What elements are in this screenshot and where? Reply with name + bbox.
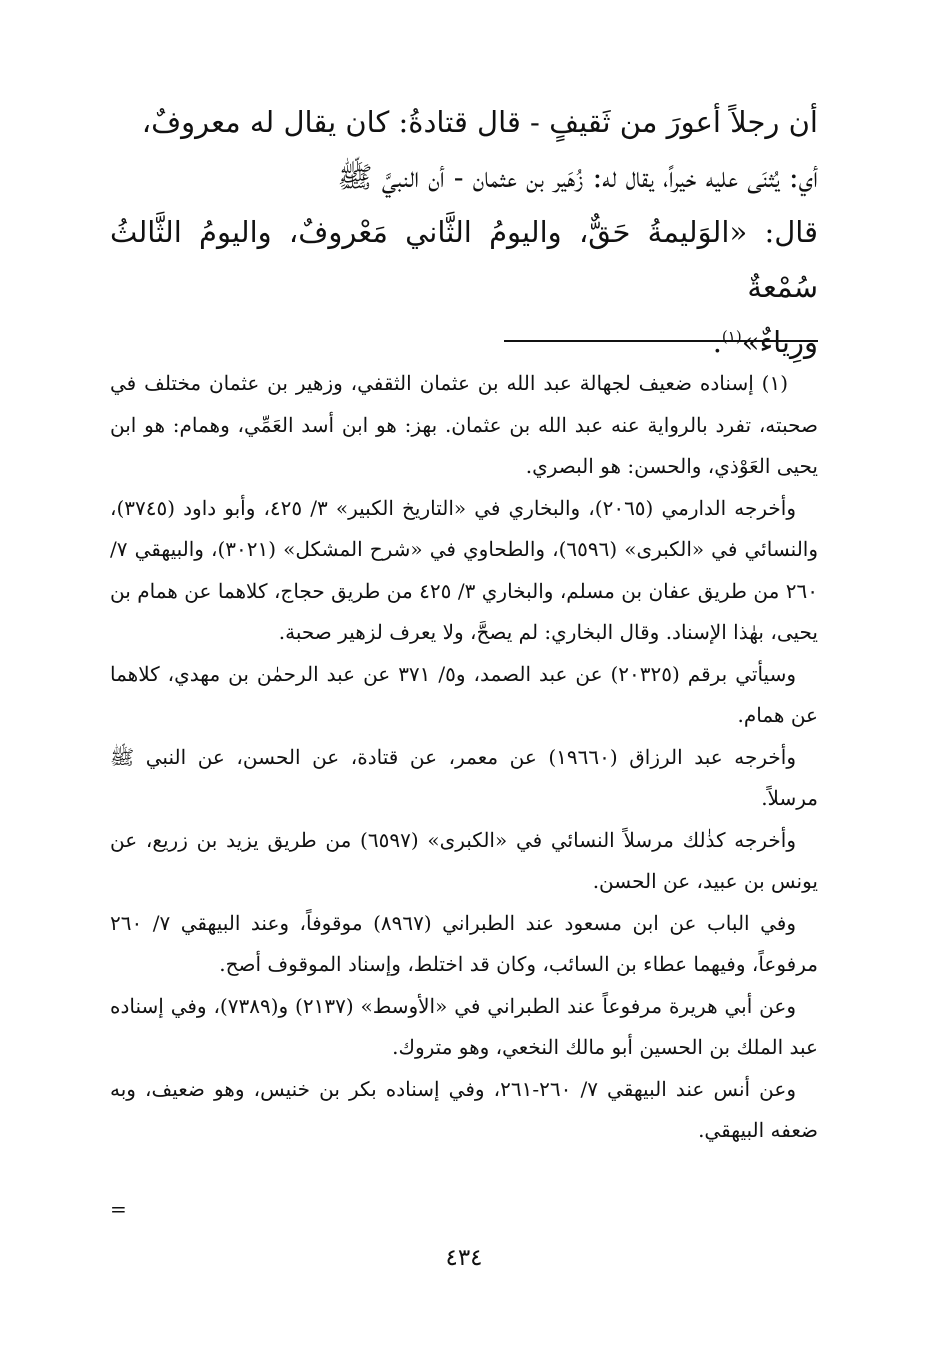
footnote-paragraph: وعن أنس عند البيهقي ٧/ ٢٦٠-٢٦١، وفي إسناده بكر بن خنيس، وهو ضعيف، وبه ضعفه البيهقي. <box>110 1076 818 1142</box>
main-text-fragment: ورِياءٌ» <box>741 325 818 359</box>
main-text-line: أي: يُثنَى عليه خيراً، يقال له: زُهَير بن عثمان - أن النبيَّ ﷺ <box>337 160 818 194</box>
main-text-line: أن رجلاً أعورَ من ثَقيفٍ - قال قتادةُ: كان يقال له معروفٌ، <box>141 105 818 139</box>
footnote-paragraph: وسيأتي برقم (٢٠٣٢٥) عن عبد الصمد، و٥/ ٣٧١ عن عبد الرحمٰن بن مهدي، كلاهما عن همام. <box>110 661 818 727</box>
page-number: ٤٣٤ <box>445 1245 483 1271</box>
continuation-mark: = <box>110 1197 127 1221</box>
footnote-paragraph: وأخرجه عبد الرزاق (١٩٦٦٠) عن معمر، عن قتادة، عن الحسن، عن النبي ﷺ مرسلاً. <box>110 744 818 810</box>
footnote-reference[interactable]: (١) <box>721 327 742 346</box>
main-text <box>110 95 818 370</box>
main-text-end: . <box>712 325 722 359</box>
book-page <box>110 95 818 1295</box>
footnotes <box>110 363 818 1152</box>
main-text-line: قال: «الوَليمةُ حَقٌّ، واليومُ الثَّاني مَعْروفٌ، واليومُ الثَّالثُ سُمْعةٌ <box>110 215 818 304</box>
footnote-paragraph: وفي الباب عن ابن مسعود عند الطبراني (٨٩٦٧) موقوفاً، وعند البيهقي ٧/ ٢٦٠ مرفوعاً، وفيهما عطاء بن السائب، وكان قد اختلط، وإسناد الموقوف أصح. <box>110 910 818 976</box>
main-text-line <box>110 315 818 370</box>
footnote-separator <box>504 340 818 342</box>
footnote-paragraph: وأخرجه الدارمي (٢٠٦٥)، والبخاري في «التاريخ الكبير» ٣/ ٤٢٥، وأبو داود (٣٧٤٥)، والنسائي في «الكبرى» (٦٥٩٦)، والطحاوي في «شرح المشكل» (٣٠٢١)، والبيهقي ٧/ ٢٦٠ من طريق عفان بن مسلم، والبخاري ٣/ ٤٢٥ من طريق حجاج، كلاهما عن همام بن يحيى، بهٰذا الإسناد. وقال البخاري: لم يصحَّ، ولا يعرف لزهير صحبة. <box>110 495 819 644</box>
footnote-paragraph: وعن أبي هريرة مرفوعاً عند الطبراني في «الأوسط» (٢١٣٧) و(٧٣٨٩)، وفي إسناده عبد الملك بن الحسين أبو مالك النخعي، وهو متروك. <box>110 993 818 1059</box>
footnote-paragraph: (١) إسناده ضعيف لجهالة عبد الله بن عثمان الثقفي، وزهير بن عثمان مختلف في صحبته، تفرد بالرواية عنه عبد الله بن عثمان. بهز: هو ابن أسد العَمِّي، وهمام: هو ابن يحيى العَوْذي، والحسن: هو البصري. <box>110 371 818 478</box>
footnote-paragraph: وأخرجه كذٰلك مرسلاً النسائي في «الكبرى» (٦٥٩٧) من طريق يزيد بن زريع، عن يونس بن عبيد، عن الحسن. <box>110 827 818 893</box>
